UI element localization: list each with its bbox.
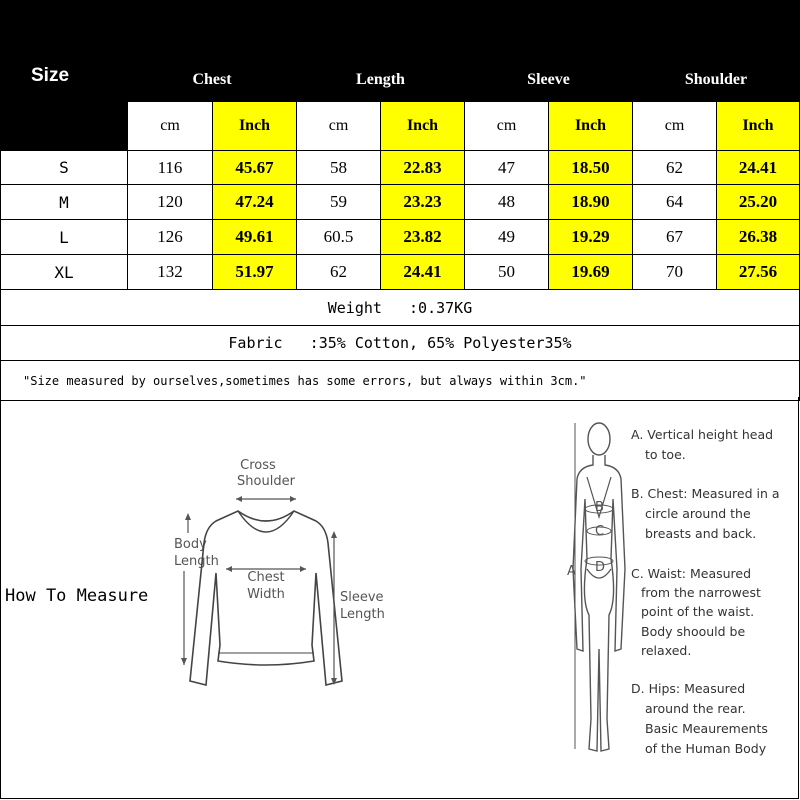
arrow-head-icon xyxy=(290,496,296,502)
instr-c-line2: from the narrowest xyxy=(641,585,761,600)
chest-width-label: Width xyxy=(247,587,285,602)
unit-inch: Inch xyxy=(213,102,297,151)
arrow-head-icon xyxy=(300,566,306,572)
sleeve-cm-cell: 48 xyxy=(465,185,549,220)
instr-b-line1: B. Chest: Measured in a xyxy=(631,486,780,501)
body-diagram xyxy=(561,419,631,769)
shoulder-cm-cell: 70 xyxy=(633,255,717,290)
size-header: Size xyxy=(1,1,128,151)
length-inch-cell: 24.41 xyxy=(381,255,465,290)
chest-inch-cell: 51.97 xyxy=(213,255,297,290)
arrow-head-icon xyxy=(236,496,242,502)
chest-cm-cell: 126 xyxy=(128,220,213,255)
instr-a-line1: A. Vertical height head xyxy=(631,427,774,442)
length-cm-cell: 58 xyxy=(297,151,381,185)
header-top-band xyxy=(128,1,800,58)
shoulder-cm-cell: 64 xyxy=(633,185,717,220)
label-b: B xyxy=(595,500,604,515)
instr-b-line2: circle around the xyxy=(645,506,751,521)
shoulder-inch-cell: 26.38 xyxy=(717,220,800,255)
unit-inch: Inch xyxy=(717,102,800,151)
table-row xyxy=(1,220,800,255)
size-cell: XL xyxy=(1,255,128,290)
how-to-measure-section xyxy=(0,397,799,799)
unit-cm: cm xyxy=(128,102,213,151)
sleeve-cm-cell: 49 xyxy=(465,220,549,255)
arrow-head-icon xyxy=(226,566,232,572)
instr-d-line2: around the rear. xyxy=(645,701,746,716)
body-head xyxy=(588,423,610,455)
instr-c-line3: point of the waist. xyxy=(641,604,755,619)
sleeve-inch-cell: 18.50 xyxy=(549,151,633,185)
instr-d-line4: of the Human Body xyxy=(645,741,767,756)
length-inch-cell: 22.83 xyxy=(381,151,465,185)
fabric-text: Fabric :35% Cotton, 65% Polyester35% xyxy=(228,334,572,352)
chest-inch-cell: 45.67 xyxy=(213,151,297,185)
instr-c-line4: Body shoould be xyxy=(641,624,746,639)
instr-a-line2: to toe. xyxy=(645,447,686,462)
size-cell: L xyxy=(1,220,128,255)
unit-inch: Inch xyxy=(381,102,465,151)
body-label: Body xyxy=(174,537,207,552)
chest-cm-cell: 116 xyxy=(128,151,213,185)
fabric-row xyxy=(1,326,800,361)
size-cell: M xyxy=(1,185,128,220)
weight-text: Weight :0.37KG xyxy=(327,298,473,317)
shoulder-cm-cell: 62 xyxy=(633,151,717,185)
shoulder-header: Shoulder xyxy=(633,58,800,102)
instr-d-line1: D. Hips: Measured xyxy=(631,681,746,696)
table-row xyxy=(1,185,800,220)
measure-instructions xyxy=(627,425,797,765)
length-inch-cell: 23.82 xyxy=(381,220,465,255)
unit-inch: Inch xyxy=(549,102,633,151)
shoulder-inch-cell: 24.41 xyxy=(717,151,800,185)
sleeve-cm-cell: 50 xyxy=(465,255,549,290)
chest-inch-cell: 49.61 xyxy=(213,220,297,255)
sweater-diagram xyxy=(166,453,385,698)
body-length-label: Length xyxy=(174,554,219,569)
instr-b-line3: breasts and back. xyxy=(645,526,757,541)
sleeve-header: Sleeve xyxy=(465,58,633,102)
arrow-head-icon xyxy=(185,513,191,520)
sleeve-inch-cell: 19.69 xyxy=(549,255,633,290)
chest-header: Chest xyxy=(128,58,297,102)
chest-cm-cell: 120 xyxy=(128,185,213,220)
unit-cm: cm xyxy=(297,102,381,151)
length-cm-cell: 59 xyxy=(297,185,381,220)
length-inch-cell: 23.23 xyxy=(381,185,465,220)
note-text: "Size measured by ourselves,sometimes has some errors, but always within 3cm." xyxy=(23,373,587,388)
unit-cm: cm xyxy=(633,102,717,151)
sleeve-length-label: Length xyxy=(340,607,385,622)
note-row xyxy=(1,361,800,401)
shoulder-inch-cell: 27.56 xyxy=(717,255,800,290)
shoulder-cm-cell: 67 xyxy=(633,220,717,255)
sleeve-label: Sleeve xyxy=(340,590,384,605)
label-d: D xyxy=(595,560,606,575)
sleeve-cm-cell: 47 xyxy=(465,151,549,185)
size-cell: S xyxy=(1,151,128,185)
unit-cm: cm xyxy=(465,102,549,151)
length-header: Length xyxy=(297,58,465,102)
chest-label: Chest xyxy=(247,570,285,585)
sleeve-inch-cell: 18.90 xyxy=(549,185,633,220)
instr-c-line5: relaxed. xyxy=(641,643,692,658)
length-cm-cell: 62 xyxy=(297,255,381,290)
table-row xyxy=(1,151,800,185)
cross-label: Cross xyxy=(240,458,276,473)
weight-row xyxy=(1,290,800,326)
label-c: C xyxy=(595,524,605,539)
sleeve-inch-cell: 19.29 xyxy=(549,220,633,255)
chest-cm-cell: 132 xyxy=(128,255,213,290)
instr-c-line1: C. Waist: Measured xyxy=(631,566,752,581)
label-a: A xyxy=(567,564,576,579)
how-to-measure-label: How To Measure xyxy=(5,586,149,606)
table-row xyxy=(1,255,800,290)
length-cm-cell: 60.5 xyxy=(297,220,381,255)
shoulder-label: Shoulder xyxy=(237,474,295,489)
arrow-head-icon xyxy=(181,658,187,665)
arrow-head-icon xyxy=(331,531,337,538)
shoulder-inch-cell: 25.20 xyxy=(717,185,800,220)
chest-inch-cell: 47.24 xyxy=(213,185,297,220)
instr-d-line3: Basic Meaurements xyxy=(645,721,768,736)
